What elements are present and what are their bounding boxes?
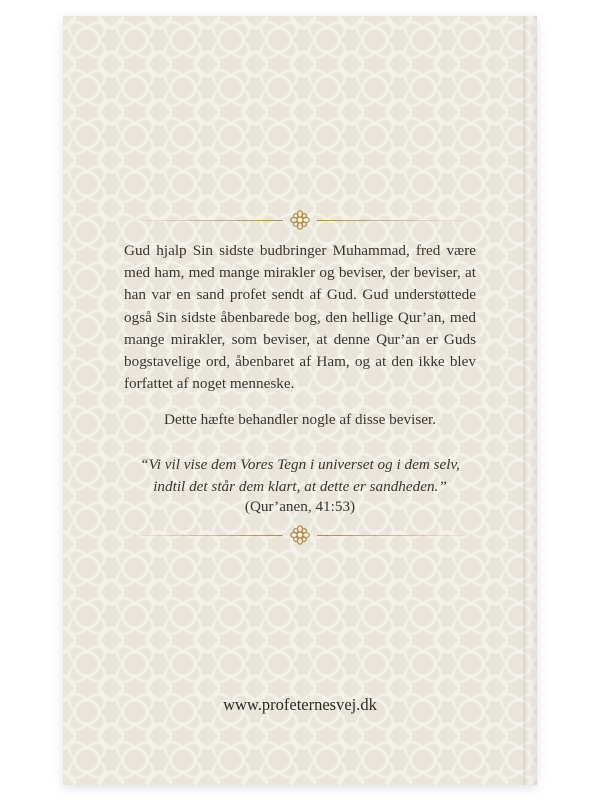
quote-line-1: “Vi vil vise dem Vores Tegn i universet og i dem selv, (140, 456, 460, 473)
quote-citation: (Qur’anen, 41:53) (244, 498, 356, 515)
quran-quote (103, 454, 497, 498)
intro-sentence: Dette hæfte behandler nogle af disse beviser. (163, 411, 437, 428)
quote-line-2: indtil det står dem klart, at dette er sandheden.” (153, 478, 447, 495)
rosette-ornament-icon (289, 209, 311, 231)
divider-line-right (317, 535, 477, 536)
top-ornament-divider (123, 208, 477, 232)
book-back-cover (63, 16, 537, 785)
main-paragraph: Gud hjalp Sin sidste budbringer Muhammad, fred være med ham, med mange mirakler og beviser, der beviser, at han var en sand profet sendt af Gud. Gud understøttede også Sin sidste åbenbarede bog, den hellige Qur’an, med mange mirakler, som beviser, at denne Qur’an er Guds bogstavelige ord, åbenbaret af Ham, og at den ikke blev forfattet af noget menneske. (124, 242, 476, 393)
website-url: www.profeternesvej.dk (223, 695, 377, 714)
cover-text-block (63, 16, 537, 785)
rosette-ornament-icon (289, 524, 311, 546)
divider-line-left (123, 220, 283, 221)
divider-line-right (317, 220, 477, 221)
divider-line-left (123, 535, 283, 536)
bottom-ornament-divider (123, 523, 477, 547)
